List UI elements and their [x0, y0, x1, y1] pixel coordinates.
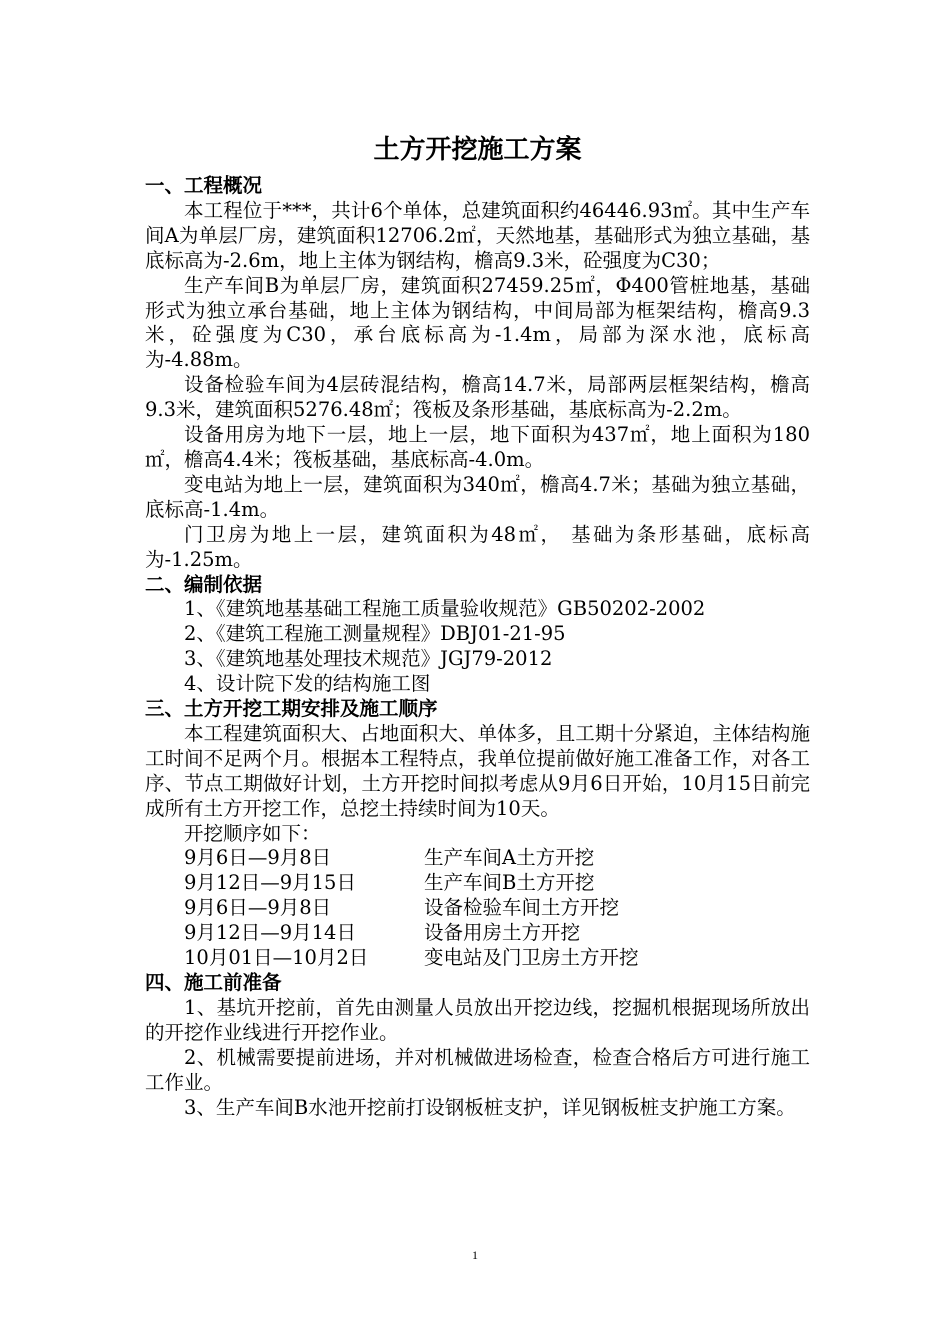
reference-item: 4、设计院下发的结构施工图	[184, 672, 431, 696]
schedule-task: 生产车间B土方开挖	[424, 871, 595, 895]
paragraph: 本工程位于***，共计6个单体，总建筑面积约46446.93㎡。其中生产车间A为单层厂房，建筑面积12706.2㎡，天然地基，基础形式为独立基础，基底标高为-2.6m，地上主体为钢结构，檐高9.3米，砼强度为C30；	[145, 198, 810, 272]
paragraph: 设备用房为地下一层，地上一层，地下面积为437㎡，地上面积为180㎡，檐高4.4米；筏板基础，基底标高-4.0m。	[145, 423, 810, 471]
schedule-row	[145, 871, 810, 896]
schedule-date: 9月6日—9月8日	[184, 896, 332, 920]
schedule-row	[145, 946, 810, 971]
paragraph: 变电站为地上一层，建筑面积为340㎡，檐高4.7米；基础为独立基础，底标高-1.4m。	[145, 472, 810, 521]
schedule-row	[145, 846, 810, 871]
paragraph: 门卫房为地上一层，建筑面积为48㎡， 基础为条形基础，底标高为-1.25m。	[145, 522, 810, 571]
paragraph: 设备检验车间为4层砖混结构，檐高14.7米，局部两层框架结构，檐高9.3米，建筑面积5276.48㎡；筏板及条形基础，基底标高为-2.2m。	[145, 373, 810, 422]
schedule-task: 变电站及门卫房土方开挖	[424, 946, 639, 970]
schedule-task: 设备检验车间土方开挖	[424, 896, 620, 920]
document-body	[145, 130, 810, 1120]
paragraph: 2、机械需要提前进场，并对机械做进场检查，检查合格后方可进行施工工作业。	[145, 1045, 810, 1094]
paragraph: 开挖顺序如下：	[184, 821, 321, 845]
schedule-date: 10月01日—10月2日	[184, 946, 369, 970]
schedule-row	[145, 921, 810, 946]
reference-item: 2、《建筑工程施工测量规程》DBJ01-21-95	[184, 622, 566, 646]
reference-item: 3、《建筑地基处理技术规范》JGJ79-2012	[184, 647, 553, 671]
paragraph: 本工程建筑面积大、占地面积大、单体多，且工期十分紧迫，主体结构施工时间不足两个月。根据本工程特点，我单位提前做好施工准备工作，对各工序、节点工期做好计划，土方开挖时间拟考虑从9月6日开始，10月15日前完成所有土方开挖工作，总挖土持续时间为10天。	[145, 721, 810, 820]
schedule-date: 9月12日—9月15日	[184, 871, 356, 895]
schedule-task: 设备用房土方开挖	[424, 921, 581, 945]
schedule-date: 9月6日—9月8日	[184, 846, 332, 870]
schedule-date: 9月12日—9月14日	[184, 921, 356, 945]
document-title: 土方开挖施工方案	[373, 135, 582, 165]
reference-item: 1、《建筑地基基础工程施工质量验收规范》GB50202-2002	[184, 597, 706, 621]
section-heading-basis: 二、编制依据	[145, 572, 263, 596]
page-number: 1	[472, 1248, 478, 1262]
section-heading-schedule: 三、土方开挖工期安排及施工顺序	[145, 697, 438, 721]
section-heading-overview: 一、工程概况	[145, 174, 263, 197]
paragraph: 生产车间B为单层厂房，建筑面积27459.25㎡，Φ400管桩地基，基础形式为独立承台基础，地上主体为钢结构，中间局部为框架结构，檐高9.3米，砼强度为C30，承台底标高为-1.4m，局部为深水池，底标高为-4.88m。	[145, 273, 810, 372]
schedule-task: 生产车间A土方开挖	[424, 846, 595, 870]
paragraph: 1、基坑开挖前，首先由测量人员放出开挖边线，挖掘机根据现场所放出的开挖作业线进行开挖作业。	[145, 995, 810, 1044]
schedule-row	[145, 896, 810, 921]
section-heading-preparation: 四、施工前准备	[145, 971, 282, 994]
paragraph: 3、生产车间B水池开挖前打设钢板桩支护，详见钢板桩支护施工方案。	[184, 1095, 796, 1119]
